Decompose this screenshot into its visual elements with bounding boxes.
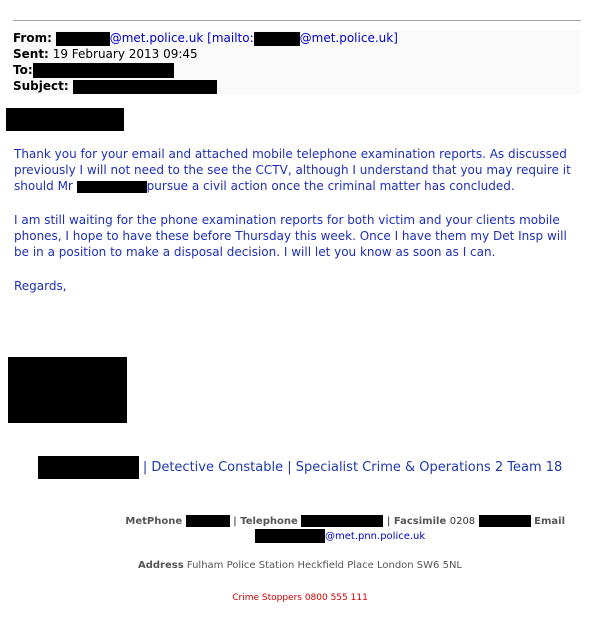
officer-role: | Detective Constable | Specialist Crime & Operations 2 Team 18 bbox=[142, 460, 563, 475]
facsimile-prefix: 0208 bbox=[449, 516, 476, 527]
to-label: To: bbox=[13, 63, 33, 77]
signature-title bbox=[20, 456, 580, 479]
metphone-label: MetPhone bbox=[125, 516, 183, 527]
redacted-subject bbox=[73, 80, 217, 94]
contact-email-line bbox=[255, 529, 425, 545]
redacted-signature-block bbox=[8, 357, 127, 423]
address-line bbox=[20, 559, 580, 573]
to-row bbox=[13, 62, 581, 78]
facsimile-label: | Facsimile bbox=[386, 516, 447, 527]
sent-label: Sent: bbox=[13, 47, 49, 61]
body-paragraph-1-end: pursue a civil action once the criminal matter has concluded. bbox=[146, 179, 515, 193]
from-row bbox=[13, 30, 581, 46]
redacted-telephone bbox=[301, 515, 383, 527]
contact-line bbox=[20, 513, 565, 530]
body-paragraph-1-start: Thank you for your email and attached mobile telephone examination reports. As discussed previously I will not need to the see the CCTV, although I understand that you may require it should Mr bbox=[14, 147, 571, 193]
redacted-recipient bbox=[33, 63, 174, 78]
from-address-link[interactable]: @met.police.uk bbox=[109, 31, 204, 45]
redacted-officer-name bbox=[38, 456, 139, 479]
contact-email-link[interactable]: @met.pnn.police.uk bbox=[325, 531, 426, 542]
mailto-address-link[interactable]: @met.police.uk] bbox=[299, 31, 398, 45]
redacted-salutation bbox=[6, 108, 124, 131]
mailto-prefix[interactable]: [mailto: bbox=[207, 31, 254, 45]
redacted-name bbox=[77, 181, 147, 193]
body-paragraph-1 bbox=[14, 146, 574, 194]
sent-row bbox=[13, 46, 581, 62]
telephone-label: | Telephone bbox=[233, 516, 298, 527]
subject-label: Subject: bbox=[13, 79, 69, 93]
body-paragraph-2: I am still waiting for the phone examination reports for both victim and your clients mobile phones, I hope to have these before Thursday this week. Once I have them my Det Insp will be in a position to make a disposal decision. I will let you know as soon as I can. bbox=[14, 213, 567, 259]
redacted-facsimile bbox=[479, 515, 531, 527]
email-body bbox=[14, 146, 574, 312]
from-label: From: bbox=[13, 31, 52, 45]
redacted-metphone bbox=[186, 515, 230, 527]
regards-line: Regards, bbox=[14, 279, 67, 293]
crimestoppers-line: Crime Stoppers 0800 555 111 bbox=[232, 593, 368, 603]
address-value: Fulham Police Station Heckfield Place London SW6 5NL bbox=[186, 560, 462, 571]
address-label: Address bbox=[138, 560, 184, 571]
redacted-from-user bbox=[56, 32, 110, 46]
subject-row bbox=[13, 78, 581, 94]
email-header bbox=[13, 30, 581, 94]
redacted-email-user bbox=[255, 529, 325, 543]
sent-value: 19 February 2013 09:45 bbox=[52, 47, 198, 61]
redacted-mailto-user bbox=[254, 32, 300, 46]
email-label: Email bbox=[534, 516, 565, 527]
header-divider bbox=[13, 20, 581, 21]
